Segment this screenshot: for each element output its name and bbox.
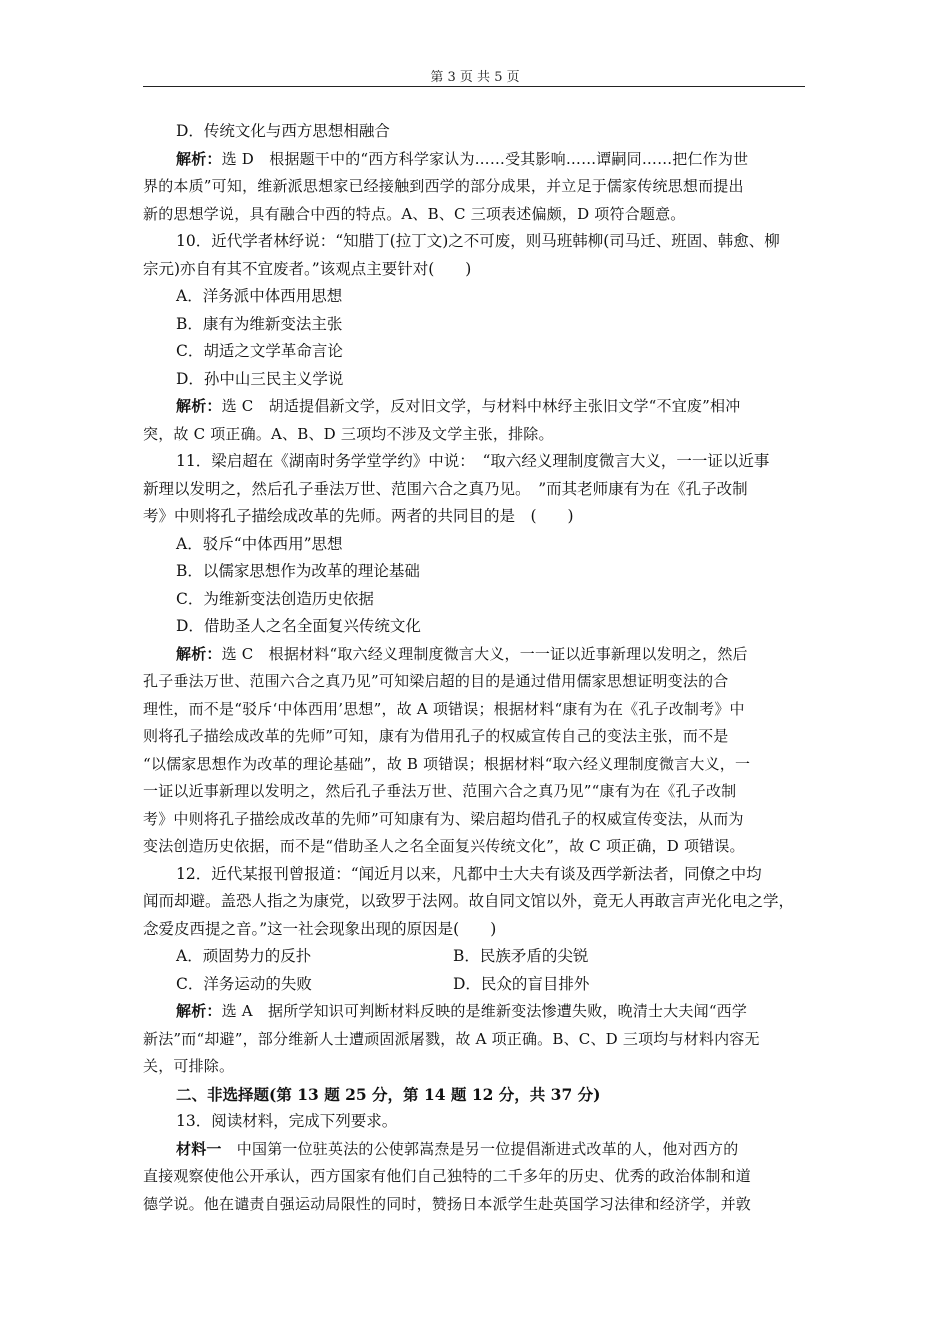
q10-option-d: D．孙中山三民主义学说 <box>176 369 344 388</box>
q13-material <box>143 1136 809 1164</box>
q10-stem-line: 宗元)亦自有其不宜废者。”该观点主要针对( ) <box>143 259 472 278</box>
q10-option-a: A．洋务派中体西用思想 <box>176 287 343 305</box>
q9-analysis-line: 界的本质”可知，维新派思想家已经接触到西学的部分成果，并立足于儒家传统思想而提出 <box>143 177 744 195</box>
q11-analysis-line: 变法创造历史依据，而不是“借助圣人之名全面复兴传统文化”，故 C 项正确，D 项错误。 <box>143 837 745 855</box>
q10-analysis <box>143 393 809 421</box>
q9-analysis-first: 选 D 根据题干中的“西方科学家认为……受其影响……谭嗣同……把仁作为世 <box>221 149 749 168</box>
q12-options-row <box>143 943 809 971</box>
analysis-label: 解析： <box>176 149 222 168</box>
q12-stem: 12．近代某报刊曾报道：“闻近月以来，凡都中士大夫有谈及西学新法者，同僚之中均 <box>176 864 762 883</box>
material-label: 材料一 <box>176 1139 222 1158</box>
q10-analysis-line: 突，故 C 项正确。A、B、D 三项均不涉及文学主张，排除。 <box>143 424 554 443</box>
q11-analysis-line: 孔子垂法万世、范围六合之真乃见”可知梁启超的目的是通过借用儒家思想证明变法的合 <box>143 672 729 690</box>
q11-option-d: D．借助圣人之名全面复兴传统文化 <box>176 617 421 635</box>
q9-option-d: D．传统文化与西方思想相融合 <box>176 122 390 140</box>
q10-option-b: B．康有为维新变法主张 <box>176 314 343 333</box>
q11-option-a: A．驳斥“中体西用”思想 <box>176 534 343 553</box>
q9-analysis-line: 新的思想学说，具有融合中西的特点。A、B、C 三项表述偏颇，D 项符合题意。 <box>143 204 686 223</box>
q13-material-first: 中国第一位驻英法的公使郭嵩焘是另一位提倡渐进式改革的人，他对西方的 <box>221 1139 739 1158</box>
q12-stem-line: 闻而却避。盖恐人指之为康党，以致罗于法网。故自同文馆以外，竟无人再敢言声光化电之学， <box>143 892 795 910</box>
q13-material-line: 德学说。他在谴责自强运动局限性的同时，赞扬日本派学生赴英国学习法律和经济学，并敦 <box>143 1194 752 1213</box>
q13-material-line: 直接观察使他公开承认，西方国家有他们自己独特的二千多年的历史、优秀的政治体制和道 <box>143 1167 752 1185</box>
section-title: 二、非选择题(第 13 题 25 分，第 14 题 12 分，共 37 分) <box>176 1084 601 1104</box>
q12-option-d: D．民众的盲目排外 <box>453 974 590 993</box>
q10-option-c: C．胡适之文学革命言论 <box>176 342 343 360</box>
q11-analysis-line: 理性，而不是“驳斥‘中体西用’思想”，故 A 项错误；根据材料“康有为在《孔子改制考》中 <box>143 699 745 718</box>
q11-stem: 11．梁启超在《湖南时务学堂学约》中说： “取六经义理制度微言大义，一一证以近事 <box>176 452 770 470</box>
analysis-label: 解析： <box>176 644 222 663</box>
q12-option-c: C．洋务运动的失败 <box>176 974 312 993</box>
q13-stem: 13．阅读材料，完成下列要求。 <box>176 1112 398 1130</box>
q11-stem-line: 考》中则将孔子描绘成改革的先师。两者的共同目的是 ( ) <box>143 507 574 525</box>
q11-analysis-first: 选 C 根据材料“取六经义理制度微言大义，一一证以近事新理以发明之，然后 <box>221 644 748 663</box>
q12-options-row <box>143 971 809 999</box>
header-rule <box>143 86 805 87</box>
q11-analysis-line: “以儒家思想作为改革的理论基础”，故 B 项错误；根据材料“取六经义理制度微言大义，一 <box>143 754 751 773</box>
analysis-label: 解析： <box>176 397 222 415</box>
q12-analysis <box>143 998 809 1026</box>
q11-option-b: B．以儒家思想作为改革的理论基础 <box>176 562 420 580</box>
q11-analysis-line: 考》中则将孔子描绘成改革的先师”可知康有为、梁启超均借孔子的权威宣传变法，从而为 <box>143 809 744 828</box>
q12-analysis-line: 关，可排除。 <box>143 1057 235 1075</box>
q10-stem: 10．近代学者林纾说：“知腊丁(拉丁文)之不可废，则马班韩柳(司马迁、班固、韩愈、柳 <box>176 232 780 250</box>
q11-stem-line: 新理以发明之，然后孔子垂法万世、范围六合之真乃见。 ”而其老师康有为在《孔子改制 <box>143 479 748 498</box>
q10-analysis-first: 选 C 胡适提倡新文学，反对旧文学，与材料中林纾主张旧文学“不宜废”相冲 <box>221 397 741 415</box>
q11-analysis-line: 则将孔子描绘成改革的先师”可知，康有为借用孔子的权威宣传自己的变法主张，而不是 <box>143 727 729 745</box>
q12-option-b: B．民族矛盾的尖锐 <box>453 947 589 965</box>
page-header: 第 3 页 共 5 页 <box>430 70 520 85</box>
document-body <box>143 118 809 1218</box>
q9-analysis <box>143 146 809 174</box>
q12-analysis-line: 新法”而“却避”，部分维新人士遭顽固派屠戮，故 A 项正确。B、C、D 三项均与材料内容无 <box>143 1029 760 1048</box>
q12-analysis-first: 选 A 据所学知识可判断材料反映的是维新变法惨遭失败，晚清士大夫闻“西学 <box>221 1002 748 1020</box>
q12-stem-line: 念爱皮西提之音。”这一社会现象出现的原因是( ) <box>143 919 497 938</box>
q11-analysis-line: 一证以近事新理以发明之，然后孔子垂法万世、范围六合之真乃见”“康有为在《孔子改制 <box>143 782 737 800</box>
q11-analysis <box>143 641 809 669</box>
q11-option-c: C．为维新变法创造历史依据 <box>176 589 374 608</box>
q12-option-a: A．顽固势力的反扑 <box>176 947 312 965</box>
analysis-label: 解析： <box>176 1002 222 1020</box>
